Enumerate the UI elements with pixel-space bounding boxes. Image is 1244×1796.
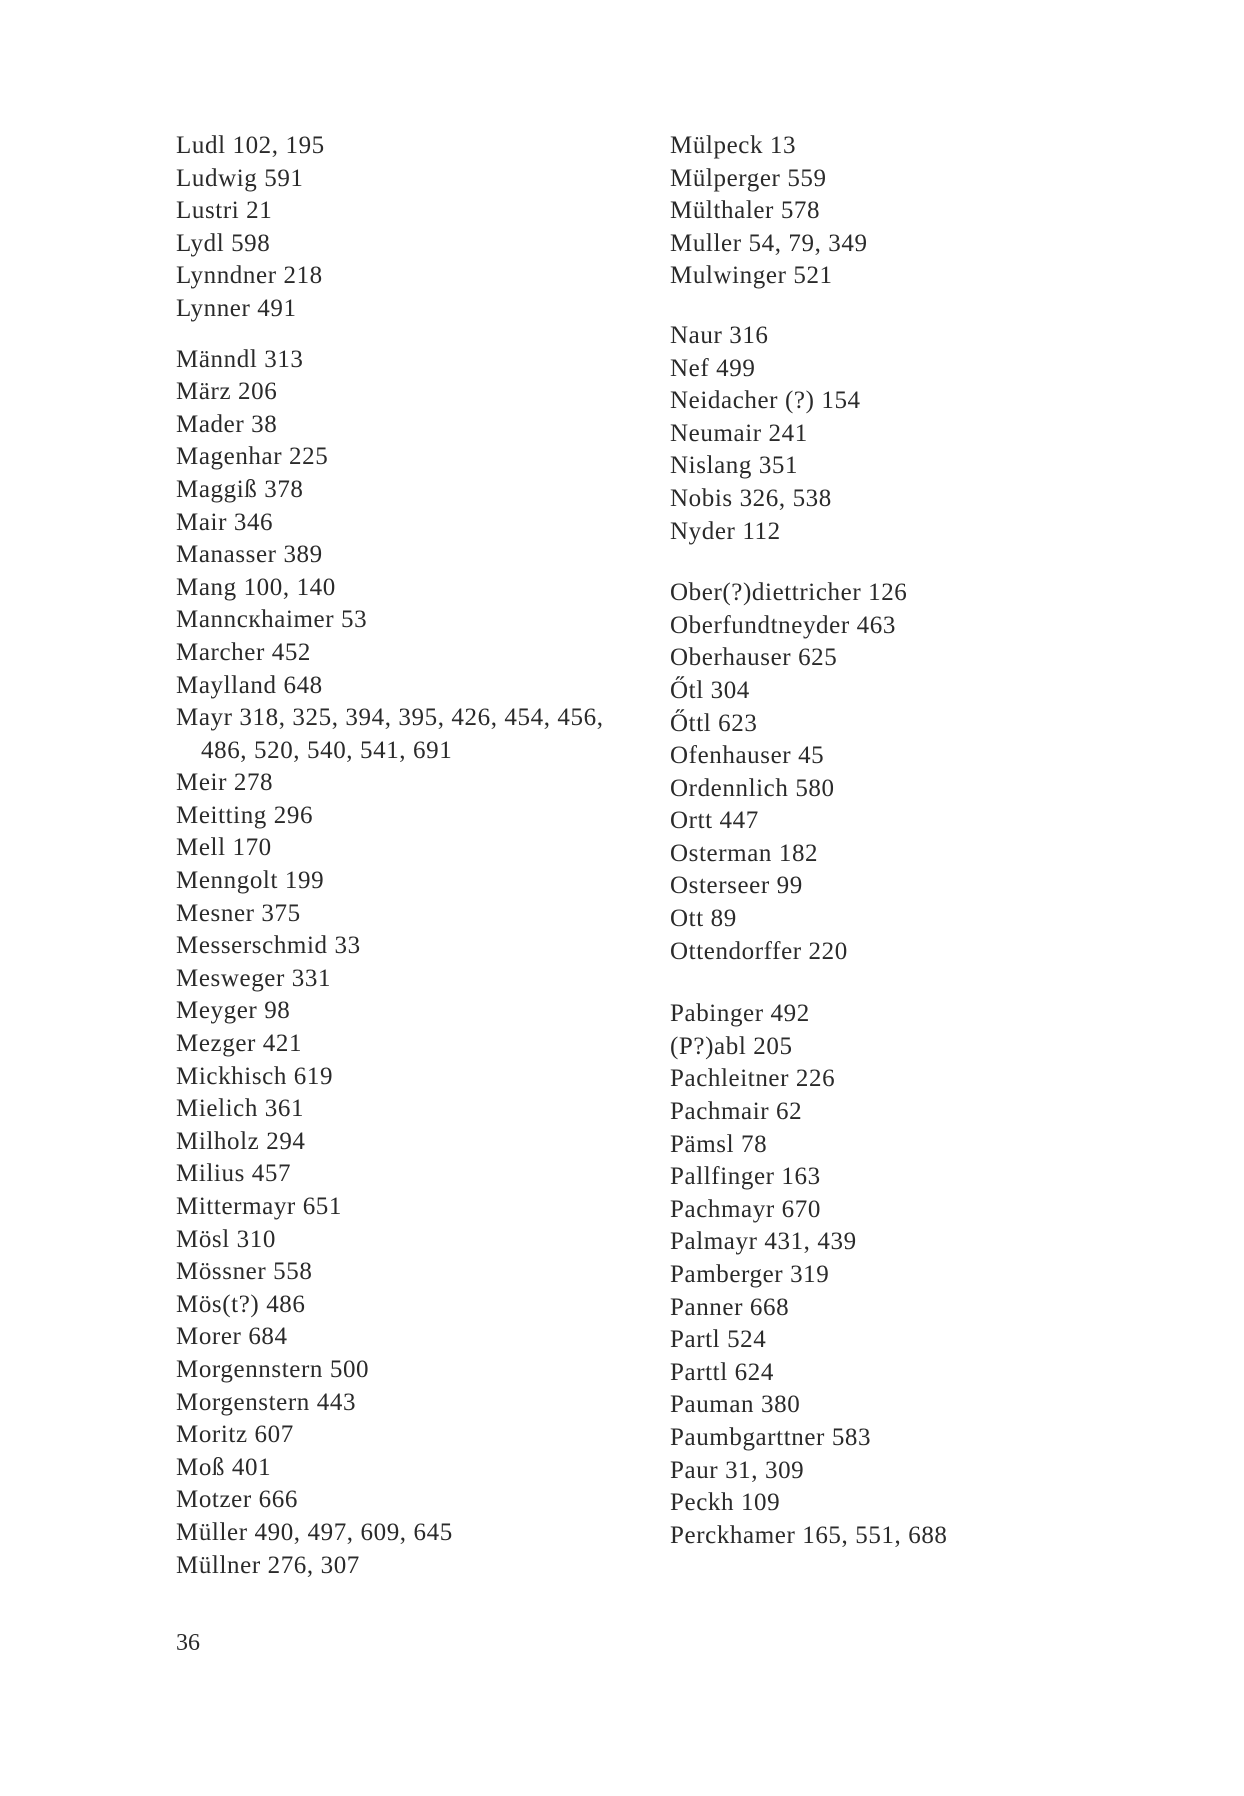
index-entry: Partl 524 [670, 1326, 767, 1354]
index-entry: Ordennlich 580 [670, 774, 835, 802]
index-entry: Meyger 98 [176, 997, 291, 1025]
index-entry-continuation: 486, 520, 540, 541, 691 [201, 736, 453, 764]
index-entry: Mössner 558 [176, 1258, 313, 1286]
index-entry: Mair 346 [176, 508, 274, 536]
index-entry: Mülperger 559 [670, 164, 827, 192]
index-entry: Nislang 351 [670, 452, 799, 480]
index-entry: Moß 401 [176, 1453, 272, 1481]
index-entry: Neidacher (?) 154 [670, 387, 861, 415]
right-index-column [670, 130, 1150, 1552]
index-entry: Pabinger 492 [670, 1000, 810, 1028]
index-entry: Osterman 182 [670, 839, 819, 867]
index-letter-group [670, 320, 1150, 548]
index-entry: Moritz 607 [176, 1421, 294, 1449]
index-entry: Morgenstern 443 [176, 1388, 357, 1416]
page-number: 36 [176, 1630, 200, 1656]
index-entry: Mang 100, 140 [176, 573, 336, 601]
index-letter-group [176, 344, 656, 1583]
index-entry: Pauman 380 [670, 1391, 801, 1419]
index-entry: Őtl 304 [670, 676, 750, 704]
index-entry: Lydl 598 [176, 229, 271, 257]
index-entry: Mös(t?) 486 [176, 1290, 306, 1318]
index-entry: Mayr 318, 325, 394, 395, 426, 454, 456, [176, 704, 604, 732]
index-entry: Marcher 452 [176, 638, 312, 666]
index-entry: Ludl 102, 195 [176, 132, 325, 159]
index-entry: Müller 490, 497, 609, 645 [176, 1518, 453, 1546]
index-entry: Mösl 310 [176, 1225, 276, 1253]
index-entry: Lynner 491 [176, 294, 297, 322]
index-entry: Ott 89 [670, 905, 737, 933]
index-entry: Oberhauser 625 [670, 644, 838, 672]
index-entry: Ortt 447 [670, 807, 759, 835]
index-entry: Morer 684 [176, 1323, 288, 1351]
index-entry: Manncкhaimer 53 [176, 606, 368, 634]
index-entry: Ludwig 591 [176, 164, 304, 192]
index-entry: Mülpeck 13 [670, 132, 797, 159]
index-entry: Maggiß 378 [176, 475, 304, 503]
index-entry: Morgennstern 500 [176, 1355, 370, 1383]
index-entry: Mell 170 [176, 834, 272, 862]
index-entry: Meitting 296 [176, 801, 314, 829]
index-entry: Mielich 361 [176, 1095, 305, 1123]
index-entry: Pachleitner 226 [670, 1065, 836, 1093]
index-letter-group [176, 130, 656, 326]
index-entry: März 206 [176, 378, 278, 406]
index-entry: Ober(?)diettricher 126 [670, 579, 908, 607]
index-entry: Peckh 109 [670, 1489, 781, 1517]
index-entry: Parttl 624 [670, 1358, 774, 1386]
index-entry: Pamberger 319 [670, 1261, 830, 1288]
index-entry: Pämsl 78 [670, 1130, 768, 1158]
index-entry: (P?)abl 205 [670, 1032, 793, 1060]
left-index-column [176, 130, 656, 1582]
index-entry: Milius 457 [176, 1160, 292, 1188]
index-entry: Maylland 648 [176, 671, 323, 699]
index-entry: Motzer 666 [176, 1486, 298, 1514]
index-entry: Ofenhauser 45 [670, 742, 825, 770]
index-entry: Mulwinger 521 [670, 262, 833, 290]
index-entry: Muller 54, 79, 349 [670, 229, 868, 257]
index-entry: Nyder 112 [670, 517, 781, 545]
index-entry: Milholz 294 [176, 1127, 306, 1155]
index-entry: Mader 38 [176, 410, 278, 438]
index-entry: Neumair 241 [670, 419, 808, 447]
index-entry: Mesner 375 [176, 899, 301, 927]
index-entry: Manasser 389 [176, 541, 323, 569]
index-entry: Mezger 421 [176, 1030, 303, 1058]
index-entry: Palmayr 431, 439 [670, 1228, 857, 1256]
index-letter-group [670, 577, 1150, 968]
index-entry: Pachmair 62 [670, 1098, 803, 1126]
index-entry: Pallfinger 163 [670, 1163, 821, 1191]
index-entry: Pachmayr 670 [670, 1195, 821, 1223]
index-entry: Perckhamer 165, 551, 688 [670, 1521, 948, 1549]
index-letter-group [670, 998, 1150, 1552]
index-entry: Mülthaler 578 [670, 197, 821, 225]
index-entry: Lynndner 218 [176, 262, 323, 290]
index-entry: Nef 499 [670, 354, 756, 382]
index-entry: Meir 278 [176, 769, 274, 797]
index-entry: Ottendorffer 220 [670, 937, 848, 965]
index-entry: Panner 668 [670, 1293, 790, 1321]
index-entry: Mesweger 331 [176, 964, 332, 992]
index-entry: Lustri 21 [176, 197, 273, 225]
index-letter-group [670, 130, 1150, 293]
index-entry: Nobis 326, 538 [670, 484, 832, 512]
index-entry: Magenhar 225 [176, 443, 329, 471]
index-entry: Mickhisch 619 [176, 1062, 334, 1090]
index-entry: Paur 31, 309 [670, 1456, 805, 1484]
index-entry: Osterseer 99 [670, 872, 803, 900]
index-entry: Naur 316 [670, 321, 769, 349]
index-entry: Messerschmid 33 [176, 932, 361, 960]
index-entry: Männdl 313 [176, 345, 304, 373]
index-entry: Menngolt 199 [176, 867, 325, 895]
index-entry: Müllner 276, 307 [176, 1551, 360, 1579]
index-entry: Őttl 623 [670, 709, 758, 737]
index-entry: Paumbgarttner 583 [670, 1423, 872, 1451]
index-entry: Mittermayr 651 [176, 1193, 343, 1220]
index-entry: Oberfundtneyder 463 [670, 611, 896, 639]
